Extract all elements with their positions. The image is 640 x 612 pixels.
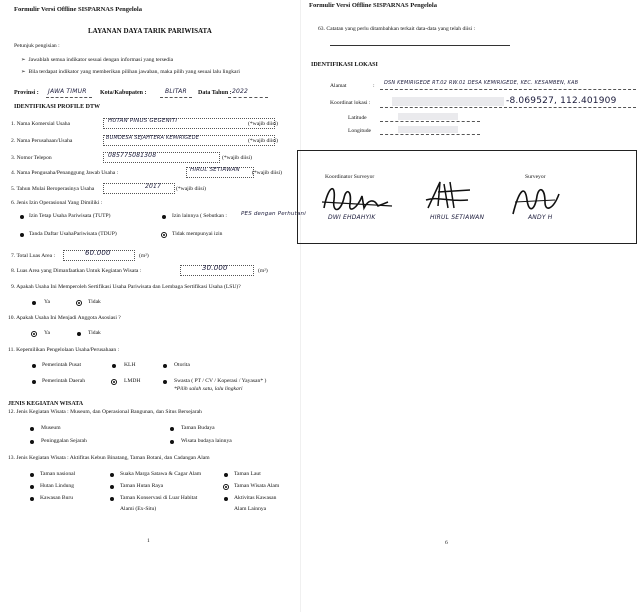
kota-label: Kota/Kabupaten : — [100, 90, 147, 96]
q13-label: 13. Jenis Kegiatan Wisata : Aktifitas Kebun Binatang, Taman Botani, dan Cadangan Alam — [8, 455, 210, 461]
q13-opt-twa-radio[interactable] — [223, 484, 229, 490]
page-number-right: 6 — [445, 540, 448, 546]
q6-label: 6. Jenis Izin Operasional Yang Dimiliki : — [11, 200, 103, 206]
q12-opt-taman-budaya: Taman Budaya — [181, 425, 215, 431]
koordinat-line — [380, 107, 636, 108]
q10-opt-ya: Ya — [44, 330, 50, 336]
form-header-right: Formulir Versi Offline SISPARNAS Pengelola — [309, 2, 437, 9]
q13-opt-tahura: Taman Hutan Raya — [120, 483, 164, 489]
q12-opt-sejarah-bullet[interactable] — [30, 440, 34, 444]
q6-opt-tdup: Tanda Daftar UsahaPariwisata (TDUP) — [29, 231, 117, 237]
q11-opt-daerah: Pemerintah Daerah — [42, 378, 86, 384]
q13-opt-konservasi-2: Alami (Ex-Situ) — [120, 506, 157, 512]
q12-opt-sejarah: Peninggalan Sejarah — [41, 438, 87, 444]
q11-opt-swasta-bullet[interactable] — [163, 380, 167, 384]
q13-opt-nasional-bullet[interactable] — [30, 473, 34, 477]
tahun-value[interactable]: 2022 — [232, 88, 249, 95]
q6-opt-tdup-bullet[interactable] — [20, 233, 24, 237]
item-3-value: 085775081308 — [108, 152, 157, 159]
item-4-value: HIRUL SETIAWAN — [190, 167, 240, 173]
form-title: LAYANAN DAYA TARIK PARIWISATA — [88, 27, 212, 35]
q13-opt-lindung-bullet[interactable] — [30, 485, 34, 489]
q11-opt-lmdh-radio[interactable] — [111, 379, 117, 385]
section-lokasi-title: IDENTIFIKASI LOKASI — [311, 62, 378, 68]
q9-label: 9. Apakah Usaha Ini Memperoleh Sertifikasi Usaha Pariwisata dan Lembaga Sertifikasi Usaha (LSU)? — [11, 284, 241, 290]
signature-hirul — [418, 178, 478, 216]
item-1-req: (*wajib diisi) — [248, 121, 278, 127]
q12-opt-taman-budaya-bullet[interactable] — [170, 427, 174, 431]
longitude-line[interactable] — [380, 134, 480, 135]
q11-opt-swasta: Swasta ( PT / CV / Koperasi / Yayasan* ) — [174, 378, 267, 384]
q9-opt-tidak: Tidak — [88, 299, 101, 305]
latitude-redacted — [398, 113, 458, 120]
q6-opt-none-radio[interactable] — [161, 232, 167, 238]
item-3-label: 3. Nomor Telepon — [11, 155, 52, 161]
q13-opt-konservasi-bullet[interactable] — [110, 497, 114, 501]
q6-opt-tutp-bullet[interactable] — [20, 215, 24, 219]
q6-opt-other-bullet[interactable] — [162, 215, 166, 219]
q6-opt-other: Izin lainnya ( Sebutkan : — [172, 213, 227, 219]
q9-opt-tidak-radio[interactable] — [76, 300, 82, 306]
koordinat-label: Koordinat lokasi : — [330, 100, 371, 106]
q11-opt-daerah-bullet[interactable] — [32, 380, 36, 384]
item-5-value: 2017 — [145, 183, 162, 190]
q12-label: 12. Jenis Kegiatan Wisata : Museum, dan Operasional Bangunan, dan Situs Bersejarah — [8, 409, 202, 415]
q6-opt-none: Tidak mempunyai izin — [172, 231, 223, 237]
item-2-value: BUMDESA SEJAHTERA KEMIRIGEDE — [106, 135, 200, 141]
alamat-line — [380, 89, 636, 90]
page-divider — [300, 0, 301, 612]
q13-opt-nasional: Taman nasional — [40, 471, 76, 477]
alamat-label: Alamat — [330, 83, 347, 89]
koordinat-redacted — [392, 97, 504, 106]
q7-unit: (m²) — [139, 253, 149, 259]
latitude-line[interactable] — [380, 121, 480, 122]
instructions-label: Petunjuk pengisian : — [14, 43, 60, 49]
q63-answer-line[interactable] — [330, 45, 510, 46]
longitude-label: Longitude — [348, 128, 371, 134]
section-profile-title: IDENTIFIKASI PROFILE DTW — [14, 104, 101, 110]
koordinat-value[interactable]: -8.069527, 112.401909 — [506, 96, 617, 106]
q12-opt-museum-bullet[interactable] — [30, 427, 34, 431]
q10-opt-tidak-bullet[interactable] — [77, 332, 81, 336]
sig-name-2: HIRUL SETIAWAN — [430, 214, 485, 221]
tahun-line — [228, 97, 268, 98]
q12-opt-budaya-lain-bullet[interactable] — [170, 440, 174, 444]
q8-label: 8. Luas Area yang Dimanfaatkan Untuk Kegiatan Wisata : — [11, 268, 142, 274]
q10-opt-ya-radio[interactable] — [31, 331, 37, 337]
item-1-label: 1. Nama Komersial Usaha — [11, 121, 71, 127]
q13-opt-konservasi: Taman Konservasi di Luar Habitat — [120, 495, 198, 501]
item-1-value: HUTAN PINUS GEGENITI — [108, 118, 178, 124]
kota-line — [160, 97, 192, 98]
form-header-left: Formulir Versi Offline SISPARNAS Pengelola — [14, 6, 142, 13]
section-kegiatan-title: JENIS KEGIATAN WISATA — [8, 401, 84, 407]
q11-opt-pusat: Pemerintah Pusat — [42, 362, 81, 368]
q9-opt-ya: Ya — [44, 299, 50, 305]
q13-opt-aktivitas-bullet[interactable] — [224, 497, 228, 501]
page-number-left: 1 — [147, 538, 150, 544]
q13-opt-buru: Kawasan Buru — [40, 495, 74, 501]
q6-opt-tutp: Izin Tetap Usaha Pariwisata (TUTP) — [29, 213, 111, 219]
sig-name-3: ANDY H — [528, 214, 553, 221]
tahun-label: Data Tahun : — [198, 90, 232, 96]
q11-opt-klh-bullet[interactable] — [112, 364, 116, 368]
alamat-colon: : — [373, 83, 375, 89]
latitude-label: Latitude — [348, 115, 367, 121]
item-5-req: (*wajib diisi) — [176, 186, 206, 192]
q8-value: 30.000 — [202, 264, 228, 272]
longitude-redacted — [398, 126, 458, 133]
q13-opt-twa: Taman Wisata Alam — [234, 483, 280, 489]
q8-unit: (m²) — [258, 268, 268, 274]
item-5-field[interactable] — [103, 183, 175, 194]
q11-opt-lmdh: LMDH — [124, 378, 141, 384]
q7-value: 60.000 — [85, 249, 111, 257]
provinsi-label: Provinsi : — [14, 90, 39, 96]
q9-opt-ya-bullet[interactable] — [32, 301, 36, 305]
q13-opt-tahura-bullet[interactable] — [110, 485, 114, 489]
q13-opt-aktivitas: Aktivitas Kawasan — [234, 495, 277, 501]
alamat-value[interactable]: DSN KEMIRIGEDE RT.02 RW.01 DESA KEMIRIGEDE, KEC. KESAMBEN, KAB — [384, 80, 579, 86]
q11-note: *Pilih salah satu, lalu lingkari — [174, 386, 243, 392]
q13-opt-aktivitas-2: Alam Lainnya — [234, 506, 267, 512]
sig-surveyor-label: Surveyor — [525, 174, 546, 180]
q10-label: 10. Apakah Usaha Ini Menjadi Anggota Asosiasi ? — [8, 315, 121, 321]
item-3-req: (*wajib diisi) — [222, 155, 252, 161]
q11-opt-klh: KLH — [124, 362, 136, 368]
item-4-label: 4. Nama Pengusaha/Penanggung Jawab Usaha : — [11, 170, 119, 176]
q7-label: 7. Total Luas Area : — [11, 253, 56, 259]
instruction-bullet-2: ➢ Bila terdapat indikator yang memberikan pilihan jawaban, maka pilih yang sesuai lalu lingkari — [21, 69, 240, 75]
kota-value[interactable]: BLITAR — [165, 88, 187, 95]
q13-opt-laut-bullet[interactable] — [224, 473, 228, 477]
q13-opt-suaka: Suaka Marga Satawa & Cagar Alam — [120, 471, 202, 477]
instruction-bullet-1: ➢ Jawablah semua indikator sesuai dengan informasi yang tersedia — [21, 57, 174, 63]
q10-opt-tidak: Tidak — [88, 330, 101, 336]
item-5-label: 5. Tahun Mulai Beroperasinya Usaha — [11, 186, 95, 192]
sig-name-1: DWI EHDAHYIK — [328, 214, 376, 221]
q13-opt-buru-bullet[interactable] — [30, 497, 34, 501]
item-2-label: 2. Nama Perusahaan/Usaha — [11, 138, 73, 144]
q6-other-value[interactable]: PES dengan Perhutani — [241, 211, 306, 217]
q11-label: 11. Kepemilikan Pengelolaan Usaha/Perusahaan : — [8, 347, 120, 353]
q13-opt-laut: Taman Laut — [234, 471, 261, 477]
item-2-req: (*wajib diisi) — [248, 138, 278, 144]
q12-opt-budaya-lain: Wisata budaya lainnya — [181, 438, 232, 444]
q11-opt-otorita: Otorita — [174, 362, 190, 368]
item-4-req: (*wajib diisi) — [252, 170, 282, 176]
q12-opt-museum: Museum — [41, 425, 61, 431]
q13-opt-suaka-bullet[interactable] — [110, 473, 114, 477]
q13-opt-lindung: Hutan Lindung — [40, 483, 75, 489]
sig-koordinator-label: Koordinator Surveyor — [325, 174, 375, 180]
q63-label: 63. Catatan yang perlu ditambahkan terkait data-data yang telah diisi : — [318, 26, 476, 32]
provinsi-line — [46, 97, 92, 98]
provinsi-value[interactable]: JAWA TIMUR — [48, 88, 87, 95]
q11-opt-pusat-bullet[interactable] — [32, 364, 36, 368]
q11-opt-otorita-bullet[interactable] — [163, 364, 167, 368]
